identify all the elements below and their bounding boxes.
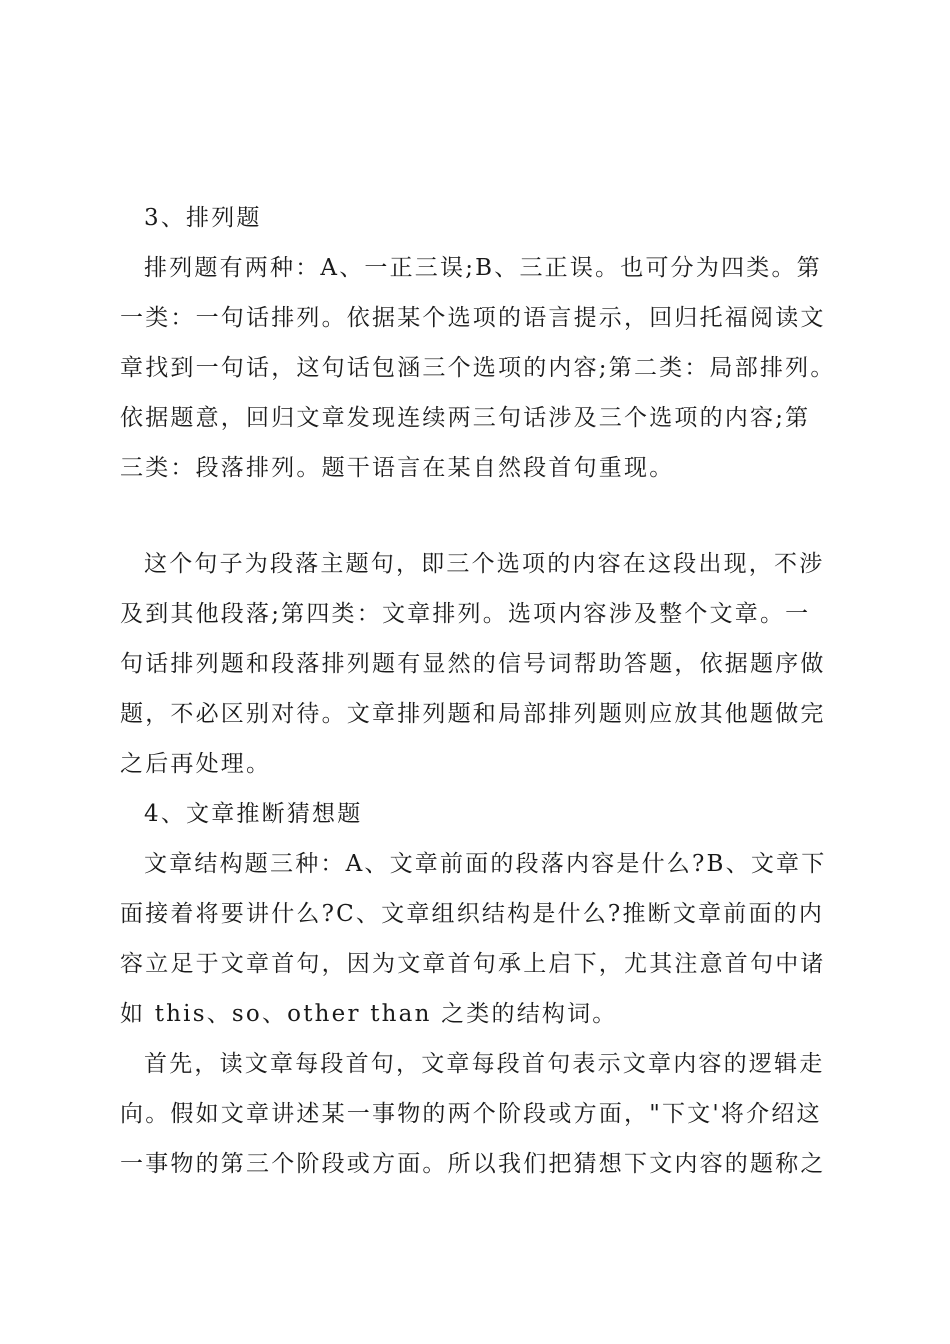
paragraph-line: 向。假如文章讲述某一事物的两个阶段或方面，"下文'将介绍这	[120, 1101, 822, 1127]
paragraph-line: 容立足于文章首句，因为文章首句承上启下，尤其注意首句中诸	[120, 951, 826, 977]
paragraph-line: 之后再处理。	[120, 751, 272, 777]
section-heading: 3、排列题	[144, 205, 262, 231]
paragraph-line: 如 this、so、other than 之类的结构词。	[120, 1001, 618, 1027]
paragraph-line: 排列题有两种：A、一正三误;B、三正误。也可分为四类。第	[144, 255, 822, 281]
paragraph-line: 这个句子为段落主题句，即三个选项的内容在这段出现，不涉	[144, 551, 825, 577]
paragraph-line: 三类：段落排列。题干语言在某自然段首句重现。	[120, 455, 675, 481]
paragraph-line: 一事物的第三个阶段或方面。所以我们把猜想下文内容的题称之	[120, 1151, 826, 1177]
paragraph-line: 面接着将要讲什么?C、文章组织结构是什么?推断文章前面的内	[120, 901, 825, 927]
paragraph-line: 句话排列题和段落排列题有显然的信号词帮助答题，依据题序做	[120, 651, 826, 677]
paragraph-line: 文章结构题三种：A、文章前面的段落内容是什么?B、文章下	[144, 851, 827, 877]
paragraph-line: 依据题意，回归文章发现连续两三句话涉及三个选项的内容;第	[120, 405, 811, 431]
paragraph-line: 一类：一句话排列。依据某个选项的语言提示，回归托福阅读文	[120, 305, 826, 331]
section-heading: 4、文章推断猜想题	[144, 801, 363, 827]
paragraph-line: 题，不必区别对待。文章排列题和局部排列题则应放其他题做完	[120, 701, 826, 727]
paragraph-line: 首先，读文章每段首句，文章每段首句表示文章内容的逻辑走	[144, 1051, 825, 1077]
paragraph-line: 及到其他段落;第四类：文章排列。选项内容涉及整个文章。一	[120, 601, 811, 627]
paragraph-line: 章找到一句话，这句话包涵三个选项的内容;第二类：局部排列。	[120, 355, 836, 381]
